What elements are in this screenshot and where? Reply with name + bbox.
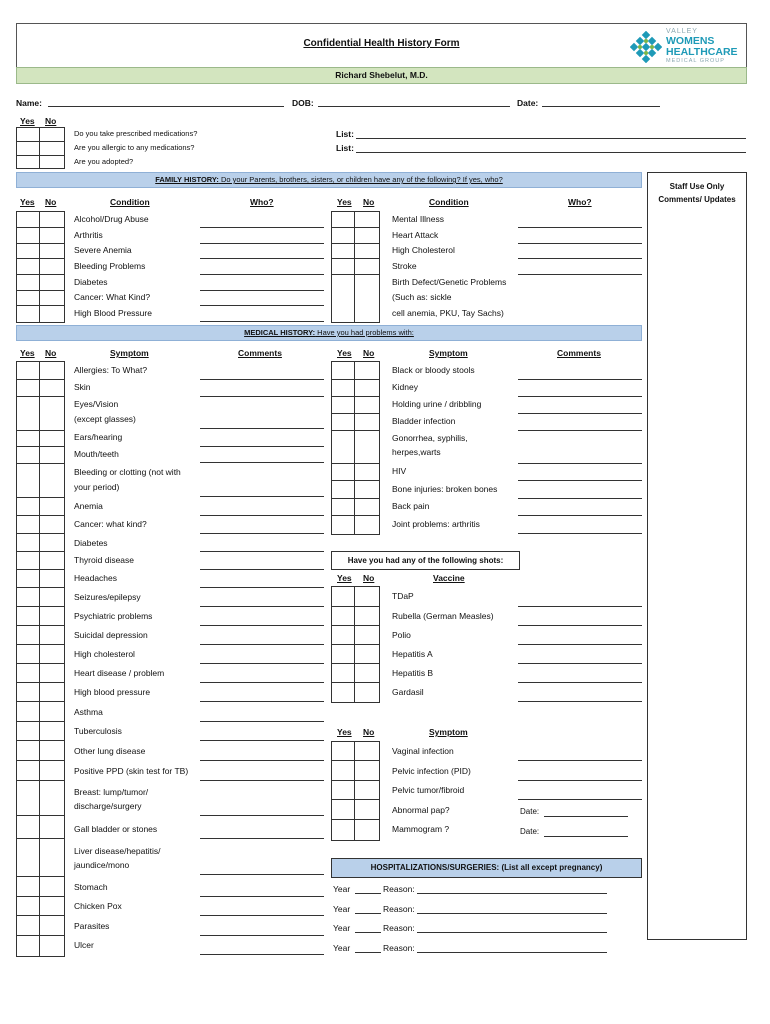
family-yes-header-right: Yes	[337, 197, 352, 207]
gyn-no-col[interactable]	[355, 741, 380, 841]
gyn-yes-header: Yes	[337, 727, 352, 737]
symptom-left: High cholesterol	[74, 649, 135, 659]
family-condition-left: High Blood Pressure	[74, 308, 152, 318]
symptom-comment-field-left[interactable]	[200, 533, 324, 534]
symptom-left: your period)	[74, 482, 120, 492]
symptom-left: Diabetes	[74, 538, 108, 548]
vaccine-date-field[interactable]	[518, 644, 642, 645]
symptom-comment-field-right[interactable]	[518, 379, 642, 380]
symptom-left: (except glasses)	[74, 414, 136, 424]
symptom-comment-field-right[interactable]	[518, 430, 642, 431]
symptom-left: Suicidal depression	[74, 630, 148, 640]
intro-no-col[interactable]	[40, 127, 65, 169]
intro-yes-col[interactable]	[16, 127, 40, 169]
symptom-left: Cancer: what kind?	[74, 519, 147, 529]
reason-field[interactable]	[417, 913, 607, 914]
list-label-2: List:	[336, 143, 354, 153]
medical-left-row-divider	[16, 515, 65, 516]
dob-field[interactable]	[318, 106, 510, 107]
gyn-row-divider	[331, 760, 380, 761]
family-condition-left: Cancer: What Kind?	[74, 292, 151, 302]
gyn-date-field[interactable]	[544, 836, 628, 837]
symptom-comment-field-left[interactable]	[200, 587, 324, 588]
vaccine-item: Rubella (German Measles)	[392, 611, 494, 621]
clinic-logo	[628, 27, 740, 65]
medical-left-row-divider	[16, 497, 65, 498]
symptom-left: Thyroid disease	[74, 555, 135, 565]
medical-left-row-divider	[16, 396, 65, 397]
symptom-left: Psychiatric problems	[74, 611, 153, 621]
family-condition-right: Stroke	[392, 261, 417, 271]
q-adopted: Are you adopted?	[74, 157, 134, 166]
symptom-right: Kidney	[392, 382, 418, 392]
family-condition-right: Mental Illness	[392, 214, 444, 224]
logo-line-3: HEALTHCARE	[666, 46, 738, 58]
symptom-left: discharge/surgery	[74, 801, 142, 811]
symptom-comment-field-left[interactable]	[200, 428, 324, 429]
shots-row-divider	[331, 606, 380, 607]
year-field[interactable]	[355, 893, 381, 894]
logo-line-1: VALLEY	[666, 28, 698, 35]
medical-left-row-divider	[16, 569, 65, 570]
vaccine-date-field[interactable]	[518, 701, 642, 702]
medical-left-no-col[interactable]	[40, 361, 65, 957]
medical-left-row-divider	[16, 430, 65, 431]
symptom-comment-field-left[interactable]	[200, 838, 324, 839]
family-right-row-divider	[331, 274, 380, 275]
cross-lattice-logo-icon	[630, 31, 662, 63]
symptom-comment-field-left[interactable]	[200, 496, 324, 497]
symptom-left: Skin	[74, 382, 91, 392]
dob-label: DOB:	[292, 98, 314, 108]
medical-comments-header-left: Comments	[238, 348, 282, 358]
family-condition-right: Birth Defect/Genetic Problems	[392, 277, 507, 287]
medical-left-row-divider	[16, 587, 65, 588]
gyn-symptom-item: Pelvic tumor/fibroid	[392, 785, 465, 795]
symptom-comment-field-left[interactable]	[200, 551, 324, 552]
medical-left-row-divider	[16, 463, 65, 464]
symptom-comment-field-left[interactable]	[200, 701, 324, 702]
symptom-right: Black or bloody stools	[392, 365, 475, 375]
symptom-left: jaundice/mono	[74, 860, 130, 870]
medical-right-row-divider	[331, 463, 380, 464]
reason-label: Reason:	[383, 943, 415, 953]
family-left-row-divider	[16, 290, 65, 291]
symptom-left: Positive PPD (skin test for TB)	[74, 766, 189, 776]
allergies-list-field[interactable]	[356, 152, 746, 153]
symptom-right: Gonorrhea, syphilis,	[392, 433, 468, 443]
gyn-symptom-item: Vaginal infection	[392, 746, 454, 756]
medical-left-row-divider	[16, 760, 65, 761]
symptom-left: Allergies: To What?	[74, 365, 148, 375]
symptom-left: Chicken Pox	[74, 901, 122, 911]
symptom-comment-field-right[interactable]	[518, 463, 642, 464]
symptom-comment-field-left[interactable]	[200, 760, 324, 761]
medical-symptom-header-left: Symptom	[110, 348, 149, 358]
family-right-row-divider	[331, 243, 380, 244]
gyn-row-divider	[331, 799, 380, 800]
year-label: Year	[333, 884, 351, 894]
family-no-header-left: No	[45, 197, 57, 207]
symptom-comment-field-left[interactable]	[200, 625, 324, 626]
symptom-right: Joint problems: arthritis	[392, 519, 480, 529]
family-condition-header-left: Condition	[110, 197, 150, 207]
name-label: Name:	[16, 98, 42, 108]
symptom-left: Eyes/Vision	[74, 399, 119, 409]
reason-label: Reason:	[383, 884, 415, 894]
symptom-comment-field-right[interactable]	[518, 498, 642, 499]
symptom-left: Heart disease / problem	[74, 668, 165, 678]
medications-list-field[interactable]	[356, 138, 746, 139]
symptom-left: Breast: lump/tumor/	[74, 787, 149, 797]
shots-row-divider	[331, 625, 380, 626]
medical-left-row-divider	[16, 625, 65, 626]
medical-right-row-divider	[331, 515, 380, 516]
intro-row-divider	[16, 155, 65, 156]
medical-no-header-right: No	[363, 348, 375, 358]
medical-left-row-divider	[16, 740, 65, 741]
symptom-comment-field-left[interactable]	[200, 606, 324, 607]
shots-yes-header: Yes	[337, 573, 352, 583]
gyn-comment-field[interactable]	[518, 780, 642, 781]
medical-right-row-divider	[331, 413, 380, 414]
symptom-comment-field-right[interactable]	[518, 413, 642, 414]
date-field[interactable]	[542, 106, 660, 107]
staff-use-title	[647, 180, 747, 206]
family-who-header-right: Who?	[568, 197, 592, 207]
medical-right-yes-col[interactable]	[331, 361, 355, 535]
family-left-row-divider	[16, 243, 65, 244]
symptom-comment-field-left[interactable]	[200, 874, 324, 875]
intro-row-divider	[16, 141, 65, 142]
vaccine-date-field[interactable]	[518, 625, 642, 626]
year-label: Year	[333, 923, 351, 933]
symptom-comment-field-left[interactable]	[200, 379, 324, 380]
form-title: Confidential Health History Form	[303, 38, 460, 49]
symptom-comment-field-right[interactable]	[518, 396, 642, 397]
gyn-no-header: No	[363, 727, 375, 737]
date-label: Date:	[517, 98, 539, 108]
medical-symptom-header-right: Symptom	[429, 348, 468, 358]
symptom-left: Headaches	[74, 573, 118, 583]
medical-right-row-divider	[331, 430, 380, 431]
year-field[interactable]	[355, 952, 381, 953]
symptom-left: Liver disease/hepatitis/	[74, 846, 161, 856]
family-no-header-right: No	[363, 197, 375, 207]
medical-left-row-divider	[16, 682, 65, 683]
reason-field[interactable]	[417, 932, 607, 933]
symptom-left: Other lung disease	[74, 746, 146, 756]
family-who-field-right[interactable]	[518, 243, 642, 244]
family-condition-left: Bleeding Problems	[74, 261, 146, 271]
shots-title: Have you had any of the following shots:	[331, 551, 520, 570]
family-who-field-left[interactable]	[200, 274, 324, 275]
medical-left-row-divider	[16, 644, 65, 645]
staff-line-2: Comments/ Updates	[658, 195, 736, 204]
family-condition-right: (Such as: sickle	[392, 292, 452, 302]
symptom-comment-field-left[interactable]	[200, 915, 324, 916]
medical-right-row-divider	[331, 480, 380, 481]
symptom-left: Ulcer	[74, 940, 94, 950]
medical-left-row-divider	[16, 815, 65, 816]
symptom-comment-field-left[interactable]	[200, 896, 324, 897]
family-who-field-left[interactable]	[200, 305, 324, 306]
staff-use-box[interactable]	[647, 172, 747, 940]
shots-row-divider	[331, 682, 380, 683]
family-who-field-right[interactable]	[518, 258, 642, 259]
symptom-left: Asthma	[74, 707, 103, 717]
gyn-yes-col[interactable]	[331, 741, 355, 841]
family-yes-header-left: Yes	[20, 197, 35, 207]
medical-yes-header-right: Yes	[337, 348, 352, 358]
family-condition-left: Diabetes	[74, 277, 108, 287]
family-band-title: FAMILY HISTORY:	[155, 175, 219, 184]
year-field[interactable]	[355, 932, 381, 933]
symptom-right: Holding urine / dribbling	[392, 399, 482, 409]
family-who-field-right[interactable]	[518, 227, 642, 228]
medical-right-row-divider	[331, 498, 380, 499]
family-right-row-divider	[331, 258, 380, 259]
gyn-symptom-item: Pelvic infection (PID)	[392, 766, 471, 776]
gyn-symptom-header: Symptom	[429, 727, 468, 737]
symptom-comment-field-left[interactable]	[200, 396, 324, 397]
symptom-comment-field-left[interactable]	[200, 515, 324, 516]
symptom-left: Bleeding or clotting (not with	[74, 467, 181, 477]
shots-row-divider	[331, 644, 380, 645]
family-condition-left: Alcohol/Drug Abuse	[74, 214, 149, 224]
gyn-date-label: Date:	[520, 827, 540, 836]
year-label: Year	[333, 904, 351, 914]
no-header: No	[45, 116, 57, 126]
symptom-left: Gall bladder or stones	[74, 824, 158, 834]
symptom-comment-field-right[interactable]	[518, 515, 642, 516]
symptom-comment-field-left[interactable]	[200, 569, 324, 570]
gyn-comment-field[interactable]	[518, 760, 642, 761]
family-who-field-left[interactable]	[200, 321, 324, 322]
symptom-comment-field-left[interactable]	[200, 815, 324, 816]
family-who-field-left[interactable]	[200, 290, 324, 291]
vaccine-item: Hepatitis B	[392, 668, 434, 678]
family-right-row-divider	[331, 227, 380, 228]
medical-comments-header-right: Comments	[557, 348, 601, 358]
symptom-comment-field-left[interactable]	[200, 446, 324, 447]
medical-left-row-divider	[16, 606, 65, 607]
symptom-left: Mouth/teeth	[74, 449, 119, 459]
symptom-comment-field-left[interactable]	[200, 682, 324, 683]
gyn-symptom-item: Abnormal pap?	[392, 805, 450, 815]
gyn-row-divider	[331, 780, 380, 781]
family-band-question: Do your Parents, brothers, sisters, or children have any of the following? If yes, who?	[218, 175, 503, 184]
logo-line-2: WOMENS	[666, 35, 715, 47]
family-who-field-left[interactable]	[200, 227, 324, 228]
symptom-right: HIV	[392, 466, 407, 476]
medical-left-row-divider	[16, 551, 65, 552]
symptom-left: Anemia	[74, 501, 103, 511]
family-condition-right: cell anemia, PKU, Tay Sachs)	[392, 308, 504, 318]
family-condition-right: Heart Attack	[392, 230, 439, 240]
family-who-header-left: Who?	[250, 197, 274, 207]
hospitalizations-band: HOSPITALIZATIONS/SURGERIES: (List all except pregnancy)	[331, 858, 642, 878]
family-who-field-left[interactable]	[200, 258, 324, 259]
symptom-left: High blood pressure	[74, 687, 151, 697]
year-label: Year	[333, 943, 351, 953]
medical-no-header-left: No	[45, 348, 57, 358]
medical-left-row-divider	[16, 896, 65, 897]
family-left-row-divider	[16, 305, 65, 306]
list-label-1: List:	[336, 129, 354, 139]
medical-band-question: Have you had problems with:	[315, 328, 414, 337]
medical-left-row-divider	[16, 701, 65, 702]
symptom-comment-field-left[interactable]	[200, 663, 324, 664]
medical-left-row-divider	[16, 533, 65, 534]
symptom-right: Back pain	[392, 501, 430, 511]
medical-left-row-divider	[16, 915, 65, 916]
name-field[interactable]	[48, 106, 284, 107]
family-who-field-right[interactable]	[518, 274, 642, 275]
symptom-right: Bone injuries: broken bones	[392, 484, 498, 494]
symptom-left: Stomach	[74, 882, 108, 892]
symptom-left: Ears/hearing	[74, 432, 123, 442]
q-allergic: Are you allergic to any medications?	[74, 143, 195, 152]
gyn-row-divider	[331, 819, 380, 820]
family-left-row-divider	[16, 274, 65, 275]
family-condition-header-right: Condition	[429, 197, 469, 207]
family-who-field-left[interactable]	[200, 243, 324, 244]
family-history-band	[16, 172, 642, 188]
medical-left-row-divider	[16, 663, 65, 664]
gyn-date-field[interactable]	[544, 816, 628, 817]
symptom-comment-field-left[interactable]	[200, 721, 324, 722]
family-condition-left: Arthritis	[74, 230, 103, 240]
reason-label: Reason:	[383, 904, 415, 914]
symptom-left: Seizures/epilepsy	[74, 592, 141, 602]
medical-yes-header-left: Yes	[20, 348, 35, 358]
year-field[interactable]	[355, 913, 381, 914]
vaccine-item: Polio	[392, 630, 411, 640]
symptom-comment-field-left[interactable]	[200, 954, 324, 955]
family-condition-right: High Cholesterol	[392, 245, 455, 255]
shots-row-divider	[331, 663, 380, 664]
vaccine-header: Vaccine	[433, 573, 465, 583]
q-medications: Do you take prescribed medications?	[74, 129, 198, 138]
reason-field[interactable]	[417, 893, 607, 894]
gyn-date-label: Date:	[520, 807, 540, 816]
vaccine-date-field[interactable]	[518, 682, 642, 683]
symptom-comment-field-left[interactable]	[200, 935, 324, 936]
logo-line-4: MEDICAL GROUP	[666, 58, 725, 64]
symptom-comment-field-right[interactable]	[518, 480, 642, 481]
medical-left-row-divider	[16, 379, 65, 380]
medical-left-row-divider	[16, 721, 65, 722]
doctor-name: Richard Shebelut, M.D.	[16, 67, 747, 84]
yes-header: Yes	[20, 116, 35, 126]
vaccine-item: TDaP	[392, 591, 414, 601]
symptom-right: herpes,warts	[392, 447, 441, 457]
symptom-left: Parasites	[74, 921, 110, 931]
medical-band-title: MEDICAL HISTORY:	[244, 328, 316, 337]
medical-left-row-divider	[16, 446, 65, 447]
medical-right-row-divider	[331, 396, 380, 397]
symptom-comment-field-left[interactable]	[200, 462, 324, 463]
symptom-left: Tuberculosis	[74, 726, 122, 736]
gyn-comment-field[interactable]	[518, 799, 642, 800]
family-left-row-divider	[16, 258, 65, 259]
medical-left-yes-col[interactable]	[16, 361, 40, 957]
medical-left-row-divider	[16, 780, 65, 781]
medical-history-band	[16, 325, 642, 341]
symptom-comment-field-left[interactable]	[200, 644, 324, 645]
symptom-comment-field-left[interactable]	[200, 780, 324, 781]
medical-right-row-divider	[331, 379, 380, 380]
family-condition-left: Severe Anemia	[74, 245, 132, 255]
medical-right-no-col[interactable]	[355, 361, 380, 535]
medical-left-row-divider	[16, 935, 65, 936]
vaccine-date-field[interactable]	[518, 663, 642, 664]
staff-line-1: Staff Use Only	[669, 182, 725, 191]
medical-left-row-divider	[16, 838, 65, 839]
reason-label: Reason:	[383, 923, 415, 933]
symptom-comment-field-left[interactable]	[200, 740, 324, 741]
vaccine-item: Hepatitis A	[392, 649, 433, 659]
vaccine-item: Gardasil	[392, 687, 424, 697]
shots-no-header: No	[363, 573, 375, 583]
family-left-row-divider	[16, 227, 65, 228]
vaccine-date-field[interactable]	[518, 606, 642, 607]
reason-field[interactable]	[417, 952, 607, 953]
gyn-symptom-item: Mammogram ?	[392, 824, 450, 834]
symptom-right: Bladder infection	[392, 416, 456, 426]
medical-left-row-divider	[16, 876, 65, 877]
symptom-comment-field-right[interactable]	[518, 533, 642, 534]
